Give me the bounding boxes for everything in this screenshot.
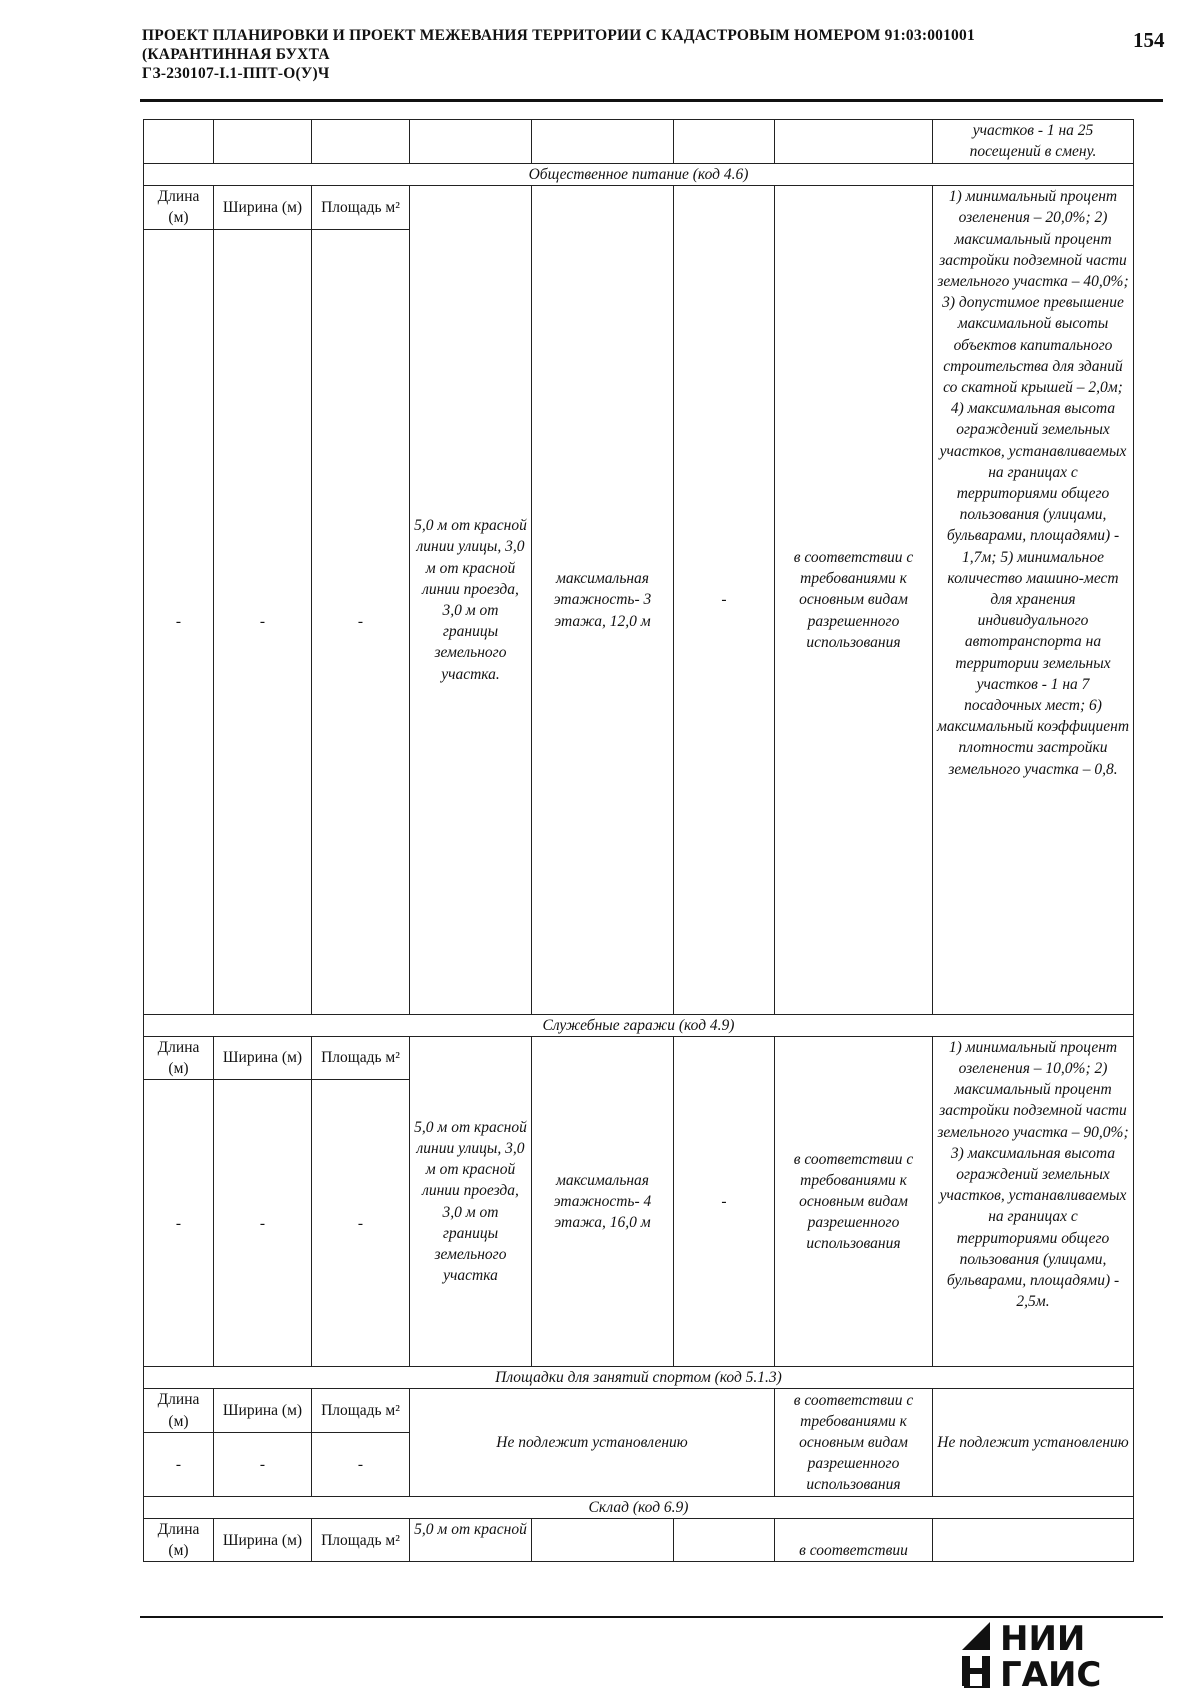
column-header-area: Площадь м² (312, 1036, 410, 1079)
setback-cell: 5,0 м от красной линии улицы, 3,0 м от красной линии проезда, 3,0 м от границы земельного участка. (410, 186, 532, 1014)
table-row (144, 120, 1134, 164)
width-value: - (214, 1080, 312, 1367)
length-value: - (144, 1432, 214, 1496)
column-header-width: Ширина (м) (214, 1036, 312, 1079)
compliance-cell: в соответствии с требованиями к основным видам разрешенного использования (775, 186, 933, 1014)
regulations-table (143, 119, 1134, 1562)
page-number: 154 (1133, 28, 1165, 52)
area-value: - (312, 229, 410, 1014)
dash-cell: - (674, 1036, 775, 1366)
column-header-length: Длина (м) (144, 186, 214, 229)
compliance-cell: в соответствии с требованиями к основным видам разрешенного использования (775, 1389, 933, 1496)
area-value: - (312, 1080, 410, 1367)
section-title-row (144, 164, 1134, 186)
column-header-length: Длина (м) (144, 1036, 214, 1079)
column-header-row (144, 186, 1134, 229)
compliance-cell: в соответствии с требованиями к основным видам разрешенного использования (775, 1036, 933, 1366)
section-title-row (144, 1367, 1134, 1389)
not-applicable-cell: Не подлежит установлению (410, 1389, 775, 1496)
column-header-width: Ширина (м) (214, 186, 312, 229)
width-value: - (214, 229, 312, 1014)
area-value: - (312, 1432, 410, 1496)
logo-text-top: НИИ (1000, 1620, 1086, 1659)
logo-text-bottom: ГАИС (1000, 1655, 1102, 1690)
dash-cell: - (674, 186, 775, 1014)
notes-cell: 1) минимальный процент озеленения – 10,0%; 2) максимальный процент застройки подземной части земельного участка – 90,0%; 3) максимальная высота ограждений земельных участков, устанавливаемых на границах с территориями общего пользования (улицами, бульварами, площадями) - 2,5м. (933, 1036, 1134, 1366)
notes-cell: 1) минимальный процент озеленения – 20,0%; 2) максимальный процент застройки подземной части земельного участка – 40,0%; 3) допустимое превышение максимальной высоты объектов капитального строительства для зданий со скатной крышей – 2,0м; 4) максимальная высота ограждений земельных участков, устанавливаемых на границах с территориями общего пользования (улицами, бульварами, площадями) - 1,7м; 5) минимальное количество машино-мест для хранения индивидуального автотранспорта на территории земельных участков - 1 на 7 посадочных мест; 6) максимальный коэффициент плотности застройки земельного участка – 0,8. (933, 186, 1134, 1014)
section-title-row (144, 1496, 1134, 1518)
column-header-width: Ширина (м) (214, 1519, 312, 1562)
floors-cell: максимальная этажность- 4 этажа, 16,0 м (532, 1036, 674, 1366)
header-title-line2: (КАРАНТИННАЯ БУХТА (142, 46, 330, 63)
notes-cell: участков - 1 на 25 посещений в смену. (933, 120, 1134, 164)
notes-cell: Не подлежит установлению (933, 1389, 1134, 1496)
width-value: - (214, 1432, 312, 1496)
header-title-line1: ПРОЕКТ ПЛАНИРОВКИ И ПРОЕКТ МЕЖЕВАНИЯ ТЕРРИТОРИИ С КАДАСТРОВЫМ НОМЕРОМ 91:03:001001 (142, 27, 975, 44)
footer-divider (140, 1616, 1163, 1618)
niigais-logo (960, 1620, 1160, 1690)
section-title: Служебные гаражи (код 4.9) (144, 1014, 1134, 1036)
column-header-length: Длина (м) (144, 1519, 214, 1562)
column-header-area: Площадь м² (312, 186, 410, 229)
column-header-area: Площадь м² (312, 1519, 410, 1562)
section-title-row (144, 1014, 1134, 1036)
section-title: Площадки для занятий спортом (код 5.1.3) (144, 1367, 1134, 1389)
setback-cell: 5,0 м от красной линии улицы, 3,0 м от красной линии проезда, 3,0 м от границы земельного участка (410, 1036, 532, 1366)
section-title: Общественное питание (код 4.6) (144, 164, 1134, 186)
length-value: - (144, 229, 214, 1014)
section-title: Склад (код 6.9) (144, 1496, 1134, 1518)
column-header-row (144, 1036, 1134, 1079)
column-header-length: Длина (м) (144, 1389, 214, 1432)
setback-cell: 5,0 м от красной (410, 1519, 532, 1562)
length-value: - (144, 1080, 214, 1367)
header-divider (140, 99, 1163, 102)
column-header-row (144, 1519, 1134, 1562)
column-header-width: Ширина (м) (214, 1389, 312, 1432)
floors-cell: максимальная этажность- 3 этажа, 12,0 м (532, 186, 674, 1014)
header-doc-code: ГЗ-230107-I.1-ППТ-О(У)Ч (142, 65, 330, 82)
column-header-area: Площадь м² (312, 1389, 410, 1432)
logo-emblem (962, 1622, 990, 1688)
compliance-cell: в соответствии (775, 1519, 933, 1562)
document-header (142, 26, 1102, 83)
column-header-row (144, 1389, 1134, 1432)
